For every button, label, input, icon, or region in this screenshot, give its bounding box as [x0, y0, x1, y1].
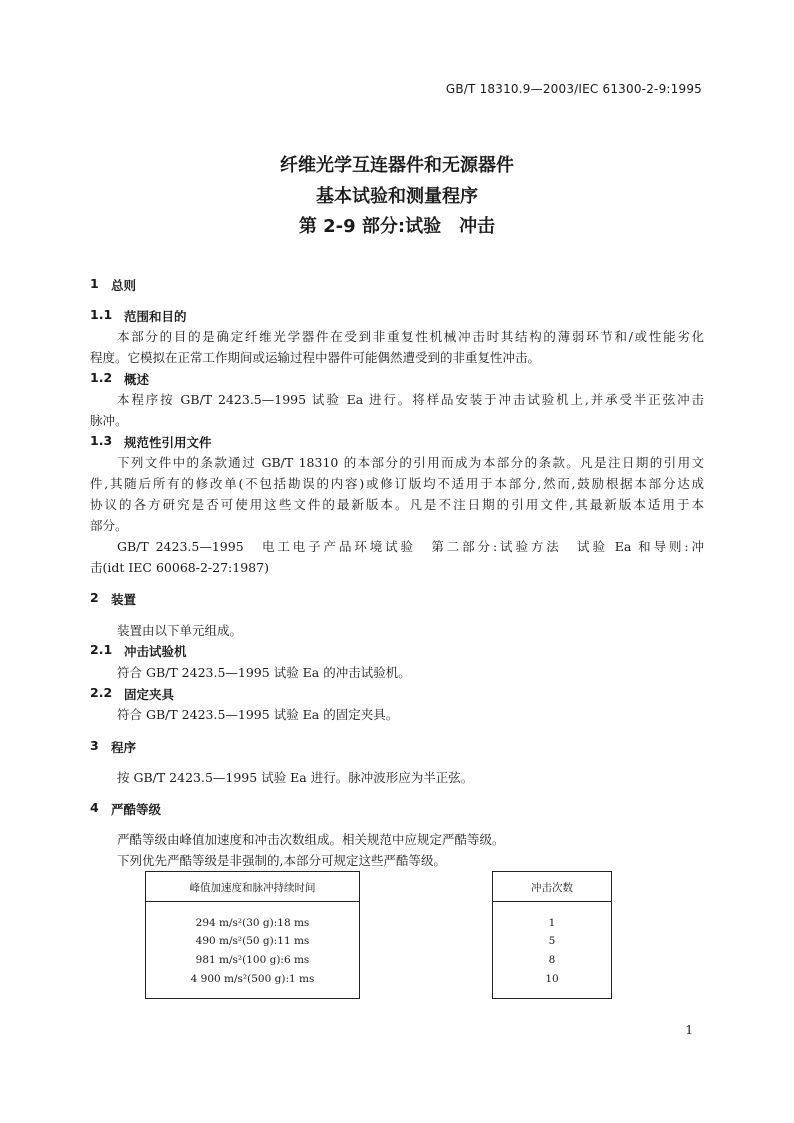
reference-line-2: 击(idt IEC 60068-2-27:1987) — [90, 560, 269, 575]
table-cell: 5 — [548, 935, 556, 947]
table-divider — [145, 901, 360, 902]
section-1-2-para-line-1: 本程序按 GB/T 2423.5—1995 试验 Ea 进行。将样品安装于冲击试验机上,并承受半正弦冲击 — [117, 392, 704, 407]
section-4-para-2: 下列优先严酷等级是非强制的,本部分可规定这些严酷等级。 — [117, 853, 446, 868]
section-1-3-para-line-4: 部分。 — [90, 518, 128, 533]
section-2-1-title: 冲击试验机 — [124, 644, 187, 659]
section-1-1-title: 范围和目的 — [124, 309, 187, 324]
section-1-2-title: 概述 — [124, 372, 150, 387]
section-1-3-para-line-1: 下列文件中的条款通过 GB/T 18310 的本部分的引用而成为本部分的条款。凡是注日期的引用文 — [117, 455, 704, 470]
table-cell: 294 m/s²(30 g):18 ms — [195, 917, 310, 929]
section-1-2-para-line-2: 脉冲。 — [90, 413, 128, 428]
section-2-1-number: 2.1 — [90, 642, 113, 657]
section-2-title: 装置 — [111, 592, 137, 607]
section-1-2-number: 1.2 — [90, 370, 113, 385]
section-2-2-para: 符合 GB/T 2423.5—1995 试验 Ea 的固定夹具。 — [117, 707, 399, 722]
section-1-1-para-line-1: 本部分的目的是确定纤维光学器件在受到非重复性机械冲击时其结构的薄弱环节和/或性能劣化 — [117, 329, 704, 344]
section-2-number: 2 — [90, 590, 99, 605]
table-cell: 490 m/s²(50 g):11 ms — [195, 935, 310, 947]
table-cell: 4 900 m/s²(500 g):1 ms — [190, 973, 315, 985]
section-1-3-number: 1.3 — [90, 433, 113, 448]
section-2-2-number: 2.2 — [90, 685, 113, 700]
title-line-1: 纤维光学互连器件和无源器件 — [280, 155, 514, 176]
table-header-acceleration: 峰值加速度和脉冲持续时间 — [189, 882, 316, 894]
section-4-para-1: 严酷等级由峰值加速度和冲击次数组成。相关规范中应规定严酷等级。 — [117, 832, 505, 847]
section-1-1-number: 1.1 — [90, 307, 113, 322]
page-number: 1 — [685, 1023, 693, 1037]
table-cell: 1 — [548, 917, 556, 929]
table-cell: 10 — [545, 973, 559, 985]
section-1-number: 1 — [90, 276, 99, 291]
table-divider — [492, 901, 612, 902]
section-4-number: 4 — [90, 800, 99, 815]
section-1-title: 总则 — [111, 278, 137, 293]
section-4-title: 严酷等级 — [111, 802, 162, 817]
table-cell: 8 — [548, 954, 556, 966]
section-1-1-para-line-2: 程度。它模拟在正常工作期间或运输过程中器件可能偶然遭受到的非重复性冲击。 — [90, 350, 541, 365]
section-2-2-title: 固定夹具 — [124, 687, 175, 702]
section-2-1-para: 符合 GB/T 2423.5—1995 试验 Ea 的冲击试验机。 — [117, 665, 411, 680]
section-1-3-title: 规范性引用文件 — [124, 435, 212, 450]
section-1-3-para-line-3: 协议的各方研究是否可使用这些文件的最新版本。凡是不注日期的引用文件,其最新版本适用于本 — [90, 497, 704, 512]
title-line-3: 第 2-9 部分:试验 冲击 — [298, 216, 496, 237]
section-1-3-para-line-2: 件,其随后所有的修改单(不包括勘误的内容)或修订版均不适用于本部分,然而,鼓励根据本部分达成 — [90, 476, 704, 491]
title-line-2: 基本试验和测量程序 — [316, 186, 478, 207]
standard-number: GB/T 18310.9—2003/IEC 61300-2-9:1995 — [445, 82, 702, 96]
reference-line-1: GB/T 2423.5—1995 电工电子产品环境试验 第二部分:试验方法 试验 Ea 和导则:冲 — [117, 539, 704, 554]
section-2-para: 装置由以下单元组成。 — [117, 623, 243, 638]
section-3-number: 3 — [90, 738, 99, 753]
table-header-shocks: 冲击次数 — [531, 882, 573, 894]
section-3-para: 按 GB/T 2423.5—1995 试验 Ea 进行。脉冲波形应为半正弦。 — [117, 770, 474, 785]
section-3-title: 程序 — [111, 740, 137, 755]
table-cell: 981 m/s²(100 g):6 ms — [195, 954, 310, 966]
